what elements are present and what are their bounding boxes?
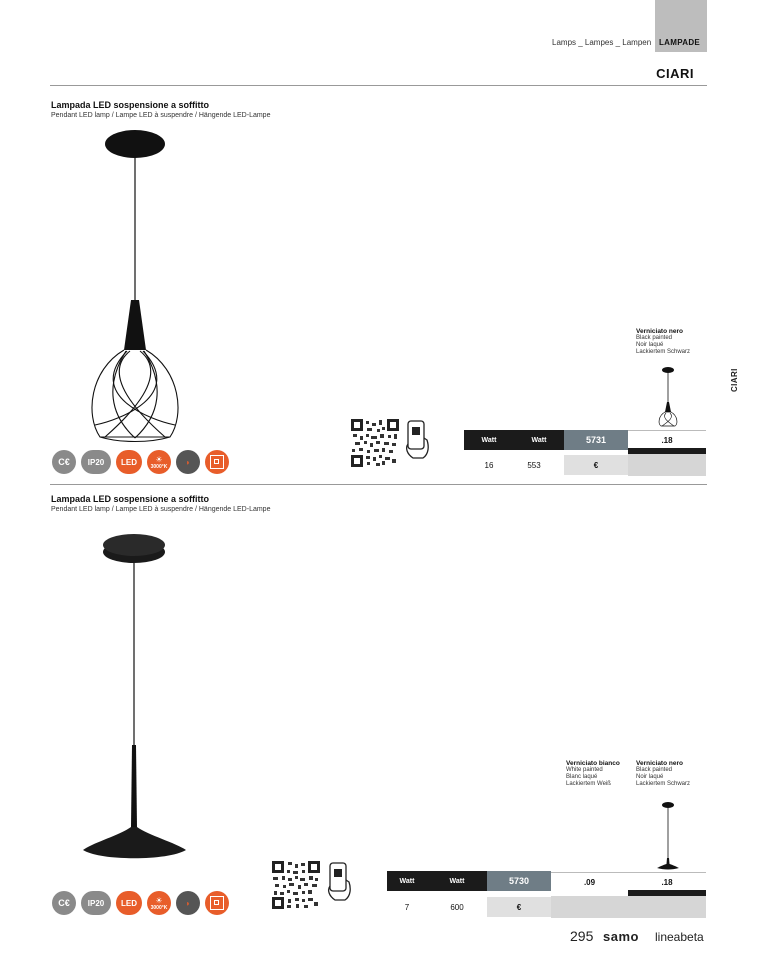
- class-2-icon: [205, 891, 229, 915]
- product-1-code: 5731: [564, 430, 628, 450]
- product-1-price-label: €: [564, 455, 628, 475]
- brand-logo: samo: [603, 929, 639, 944]
- product-2-watt-value-2: 600: [450, 902, 464, 912]
- page-number: 295: [570, 928, 594, 944]
- product-1-watt-header-1: Watt: [481, 436, 497, 444]
- brand-line: lineabeta: [655, 930, 704, 944]
- product-1-price-cell: [628, 454, 706, 476]
- color-temp-3000k-icon: ☀ 3000°K: [147, 891, 171, 915]
- product-2-watt-header-row: [387, 871, 487, 891]
- product-1-watt-value-row: [464, 455, 564, 475]
- product-1-subtitle: Pendant LED lamp / Lampe LED à suspendre / Hängende LED-Lampe: [51, 112, 271, 119]
- dimmable-icon: ◗: [176, 891, 200, 915]
- product-2-qr-code[interactable]: [272, 861, 320, 909]
- product-2-price-cells: [551, 896, 706, 918]
- product-1-watt-value-1: 16: [484, 460, 494, 470]
- product-2-price-label: €: [487, 897, 551, 917]
- ce-mark-icon: C€: [52, 891, 76, 915]
- class-2-icon: [205, 450, 229, 474]
- product-2-code: 5730: [487, 871, 551, 891]
- header-divider: [50, 85, 707, 86]
- family-title: CIARI: [656, 66, 694, 81]
- color-temp-3000k-icon: ☀ 3000°K: [147, 450, 171, 474]
- ce-mark-icon: C€: [52, 450, 76, 474]
- product-1-title: Lampada LED sospensione a soffitto: [51, 100, 210, 110]
- product-1-image: [80, 125, 190, 445]
- category-tab: [655, 0, 707, 52]
- product-2-title: Lampada LED sospensione a soffitto: [51, 494, 210, 504]
- product-1-finish-label-black: Verniciato nero Black painted Noir laqué Lackiertem Schwarz: [636, 328, 691, 355]
- product-2-scan-phone-icon: [327, 862, 353, 902]
- product-2-thumb-black: [656, 800, 680, 870]
- dimmable-icon: ◗: [176, 450, 200, 474]
- product-1-finish-code-black: .18: [628, 430, 706, 450]
- ip20-icon: IP20: [81, 891, 111, 915]
- led-icon: LED: [116, 891, 142, 915]
- product-2-watt-header-2: Watt: [449, 877, 465, 885]
- product-2-finish-code-white: .09: [551, 872, 628, 892]
- product-2-watt-value-1: 7: [404, 902, 410, 912]
- product-1-qr-code[interactable]: [351, 419, 399, 467]
- product-2-image: [80, 525, 190, 865]
- product-1-watt-header-row: [464, 430, 564, 450]
- languages-line: Lamps _ Lampes _ Lampen: [552, 38, 652, 47]
- product-2-subtitle: Pendant LED lamp / Lampe LED à suspendre / Hängende LED-Lampe: [51, 506, 271, 513]
- product-2-watt-header-1: Watt: [399, 877, 415, 885]
- product-2-watt-value-row: [387, 897, 487, 917]
- product-2-finish-label-black: Verniciato nero Black painted Noir laqué Lackiertem Schwarz: [636, 760, 691, 787]
- led-icon: LED: [116, 450, 142, 474]
- product-2-certification-icons: [52, 891, 229, 915]
- product-divider: [50, 484, 707, 485]
- product-2-finish-label-white: Verniciato bianco White painted Blanc laqué Lackiertem Weiß: [566, 760, 620, 787]
- product-1-watt-header-2: Watt: [531, 436, 547, 444]
- product-1-watt-value-2: 553: [527, 460, 541, 470]
- product-2-finish-code-black: .18: [628, 872, 706, 892]
- product-1-thumb-black: [656, 366, 680, 428]
- product-1-scan-phone-icon: [405, 420, 431, 460]
- category-label: LAMPADE: [659, 38, 701, 47]
- product-1-certification-icons: [52, 450, 229, 474]
- side-tab-label: CIARI: [730, 368, 739, 392]
- ip20-icon: IP20: [81, 450, 111, 474]
